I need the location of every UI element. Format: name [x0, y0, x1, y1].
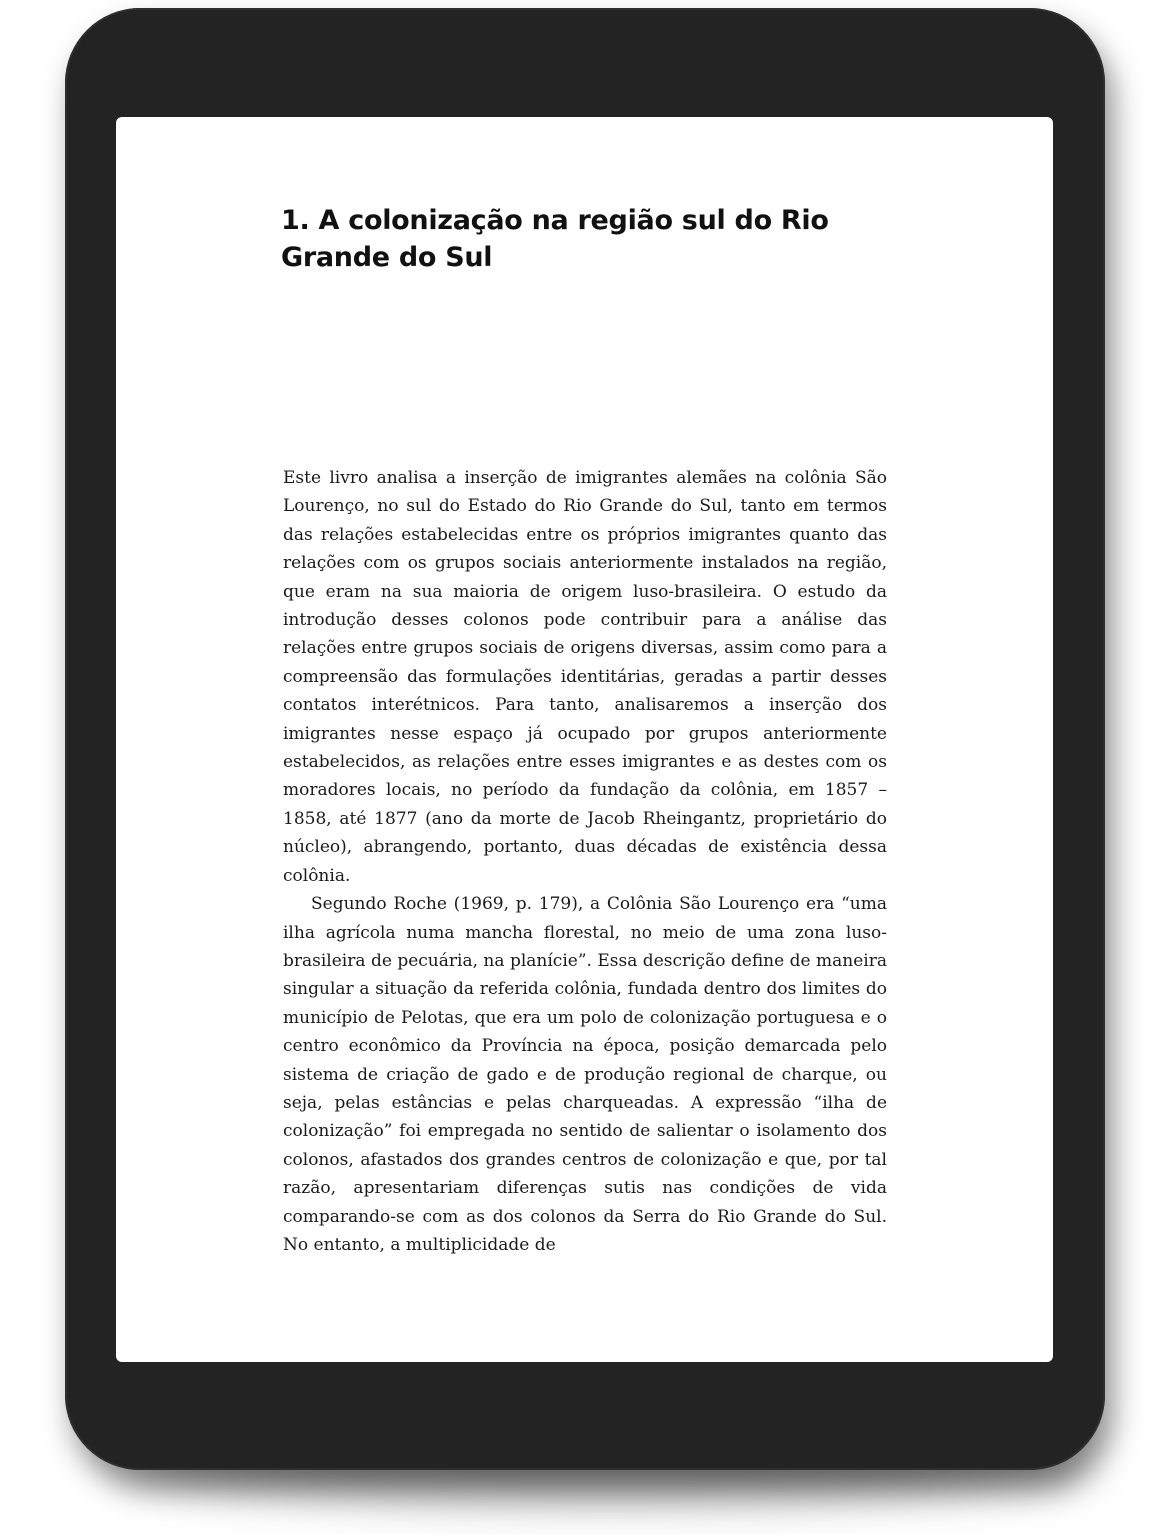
- ereader-device: [65, 8, 1105, 1470]
- chapter-title: 1. A colonização na região sul do Rio Grande do Sul: [281, 205, 829, 273]
- page-body: [283, 464, 887, 1259]
- paragraph-2: Segundo Roche (1969, p. 179), a Colônia São Lourenço era “uma ilha agrícola numa mancha florestal, no meio de uma zona luso-brasileira de pecuária, na planície”. Essa descrição define de maneira singular a situação da referida colônia, fundada dentro dos limites do município de Pelotas, que era um polo de colonização portuguesa e o centro econômico da Província na época, posição demarcada pelo sistema de criação de gado e de produção regional de charque, ou seja, pelas estâncias e pelas charqueadas. A expressão “ilha de colonização” foi empregada no sentido de salientar o isolamento dos colonos, afastados dos grandes centros de colonização e que, por tal razão, apresentariam diferenças sutis nas condições de vida comparando-se com as dos colonos da Serra do Rio Grande do Sul. No entanto, a multiplicidade de: [283, 894, 887, 1255]
- reader-screen[interactable]: [116, 117, 1053, 1362]
- paragraph-1: Este livro analisa a inserção de imigrantes alemães na colônia São Lourenço, no sul do Estado do Rio Grande do Sul, tanto em termos das relações estabelecidas entre os próprios imigrantes quanto das relações com os grupos sociais anteriormente instalados na região, que eram na sua maioria de origem luso-brasileira. O estudo da introdução desses colonos pode contribuir para a análise das relações entre grupos sociais de origens diversas, assim como para a compreensão das formulações identitárias, geradas a partir desses contatos interétnicos. Para tanto, analisaremos a inserção dos imigrantes nesse espaço já ocupado por grupos anteriormente estabelecidos, as relações entre esses imigrantes e as destes com os moradores locais, no período da fundação da colônia, em 1857 – 1858, até 1877 (ano da morte de Jacob Rheingantz, proprietário do núcleo), abrangendo, portanto, duas décadas de existência dessa colônia.: [283, 468, 887, 886]
